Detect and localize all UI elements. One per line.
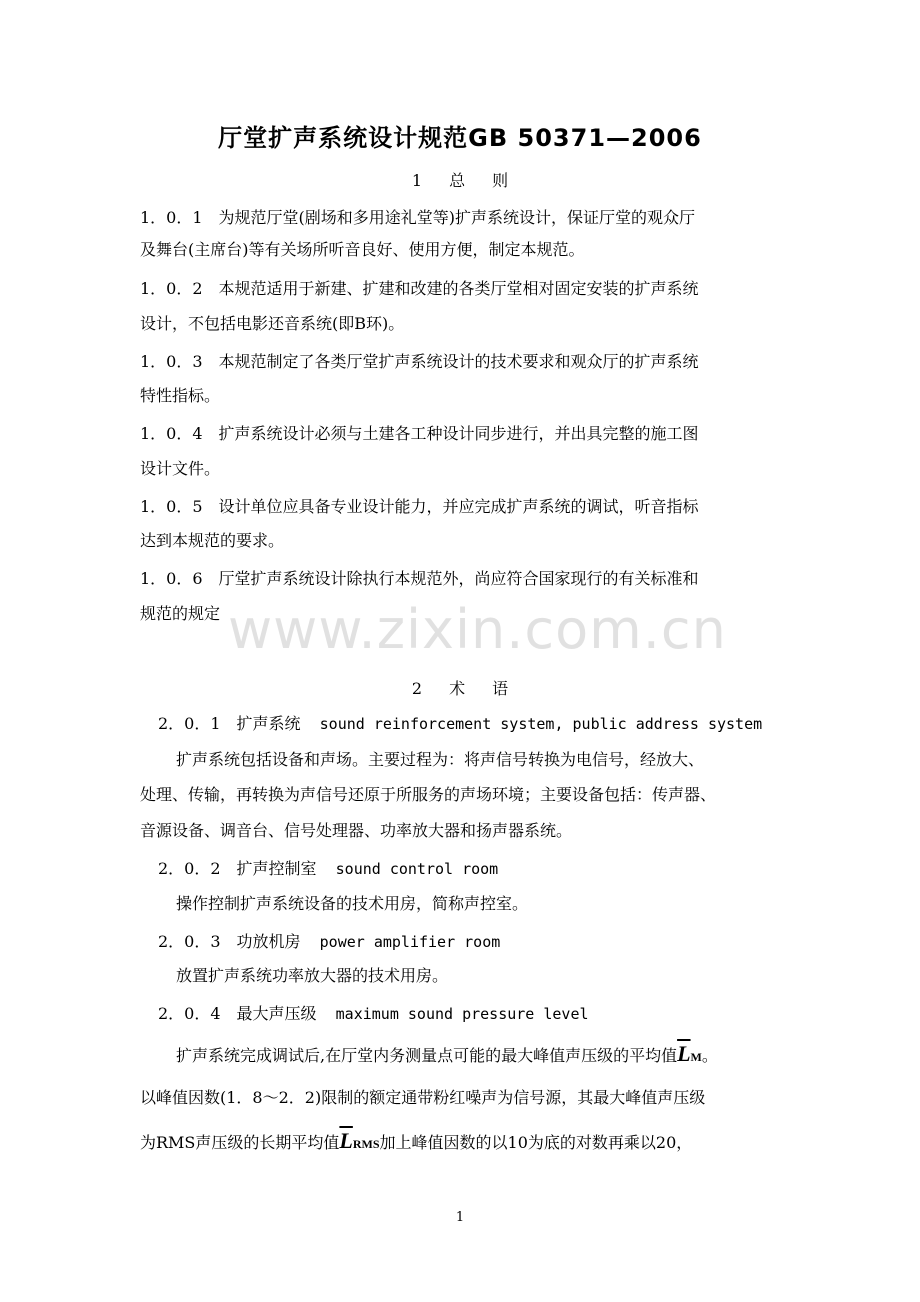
term-english: power amplifier room [319,933,501,951]
def-2-0-4-line-2: 以峰值因数(1．8～2．2)限制的额定通带粉红噪声为信号源，其最大峰值声压级 [140,1088,706,1107]
clause-1-0-6-line-2: 规范的规定 [140,604,221,623]
def-2-0-3: 放置扩声系统功率放大器的技术用房。 [176,966,449,985]
clause-1-0-3-line-1: 1．0．3 本规范制定了各类厅堂扩声系统设计的技术要求和观众厅的扩声系统 [140,352,699,371]
page-number: 1 [455,1210,465,1225]
def-2-0-2: 操作控制扩声系统设备的技术用房，简称声控室。 [176,894,529,913]
def-text: 为RMS声压级的长期平均值 [140,1133,340,1152]
clause-1-0-3-line-2: 特性指标。 [140,386,221,405]
term-english: maximum sound pressure level [335,1005,589,1023]
def-text: 扩声系统完成调试后,在厅堂内务测量点可能的最大峰值声压级的平均值 [176,1046,678,1065]
clause-1-0-2-line-1: 1．0．2 本规范适用于新建、扩建和改建的各类厅堂相对固定安装的扩声系统 [140,279,699,298]
def-2-0-4-line-1 [176,1041,718,1067]
def-text: 。 [701,1046,718,1065]
clause-1-0-6-line-1: 1．0．6 厅堂扩声系统设计除执行本规范外，尚应符合国家现行的有关标准和 [140,569,699,588]
clause-1-0-4-line-1: 1．0．4 扩声系统设计必须与土建各工种设计同步进行，并出具完整的施工图 [140,424,699,443]
term-label: 2．0．2 扩声控制室 [158,859,317,878]
term-2-0-3 [158,929,500,952]
def-text: 加上峰值因数的以10为底的对数再乘以20， [379,1133,693,1152]
clause-1-0-1-line-1: 1．0．1 为规范厅堂(剧场和多用途礼堂等)扩声系统设计，保证厅堂的观众厅 [140,208,696,227]
clause-1-0-2-line-2: 设计，不包括电影还音系统(即B环)。 [140,314,405,333]
term-english: sound reinforcement system, public address system [319,715,763,733]
term-2-0-2 [158,856,498,879]
clause-1-0-5-line-1: 1．0．5 设计单位应具备专业设计能力，并应完成扩声系统的调试，听音指标 [140,497,699,516]
term-label: 2．0．4 最大声压级 [158,1004,317,1023]
watermark: www.zixin.com.cn [228,598,727,661]
clause-1-0-4-line-2: 设计文件。 [140,459,221,478]
chapter-1-heading: 1 总 则 [411,171,509,190]
def-2-0-4-line-3 [140,1128,692,1154]
term-2-0-1 [158,711,762,734]
lrms-symbol: $\overline{L}$ [339,1128,353,1153]
term-label: 2．0．1 扩声系统 [158,714,301,733]
term-label: 2．0．3 功放机房 [158,932,301,951]
def-2-0-1-line-3: 音源设备、调音台、信号处理器、功率放大器和扬声器系统。 [140,821,573,840]
term-2-0-4 [158,1001,589,1024]
lm-symbol: $\overline{L}$ [677,1041,691,1066]
clause-1-0-5-line-2: 达到本规范的要求。 [140,531,285,550]
lrms-subscript: RMS [352,1137,380,1151]
def-2-0-1-line-1: 扩声系统包括设备和声场。主要过程为：将声信号转换为电信号，经放大、 [176,750,705,769]
document-title: 厅堂扩声系统设计规范GB 50371—2006 [218,124,702,152]
lm-subscript: M [690,1050,702,1064]
def-2-0-1-line-2: 处理、传输，再转换为声信号还原于所服务的声场环境；主要设备包括：传声器、 [140,785,717,804]
term-english: sound control room [335,860,499,878]
clause-1-0-1-line-2: 及舞台(主席台)等有关场所听音良好、使用方便，制定本规范。 [140,240,585,259]
chapter-2-heading: 2 术 语 [411,679,509,698]
